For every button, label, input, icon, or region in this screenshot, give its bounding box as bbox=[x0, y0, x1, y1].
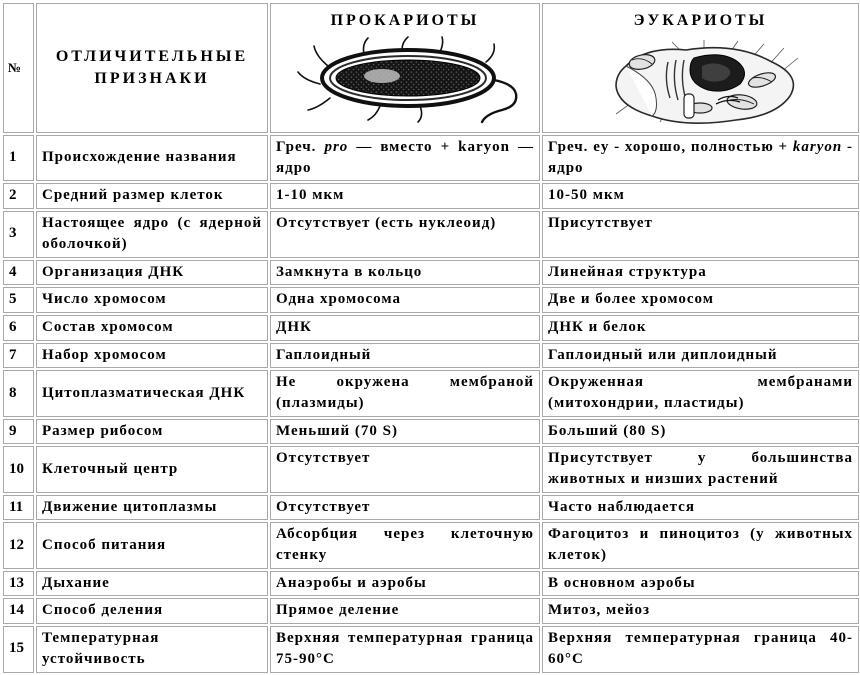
table-row bbox=[3, 315, 859, 341]
feature-cell: Клеточный центр bbox=[36, 446, 268, 492]
column-header-eukaryotes bbox=[542, 3, 859, 133]
table-row bbox=[3, 419, 859, 445]
table-row bbox=[3, 626, 859, 672]
prokaryote-cell: ДНК bbox=[270, 315, 540, 341]
prokaryote-cell: Отсутствует (есть нуклеоид) bbox=[270, 211, 540, 257]
row-number: 5 bbox=[3, 287, 34, 313]
table-row bbox=[3, 446, 859, 492]
eukaryote-cell: 10-50 мкм bbox=[542, 183, 859, 209]
row-number: 4 bbox=[3, 260, 34, 286]
column-header-features: ОТЛИЧИТЕЛЬНЫЕ ПРИЗНАКИ bbox=[36, 3, 268, 133]
feature-cell: Набор хромосом bbox=[36, 343, 268, 369]
prokaryotes-title: ПРОКАРИОТЫ bbox=[330, 12, 480, 29]
row-number: 12 bbox=[3, 522, 34, 568]
table-body bbox=[3, 135, 859, 672]
row-number: 8 bbox=[3, 370, 34, 416]
table-row bbox=[3, 287, 859, 313]
eukaryote-cell: Фагоцитоз и пиноцитоз (у животных клеток) bbox=[542, 522, 859, 568]
eukaryote-cell: Две и более хромосом bbox=[542, 287, 859, 313]
row-number: 1 bbox=[3, 135, 34, 181]
table-row bbox=[3, 598, 859, 624]
eukaryote-cell: В основном аэробы bbox=[542, 571, 859, 597]
eukaryote-cell: Больший (80 S) bbox=[542, 419, 859, 445]
table-row bbox=[3, 183, 859, 209]
prokaryote-cell: Верхняя температурная граница 75-90°С bbox=[270, 626, 540, 672]
row-number: 3 bbox=[3, 211, 34, 257]
prokaryote-cell: Прямое деление bbox=[270, 598, 540, 624]
prokaryote-cell: Меньший (70 S) bbox=[270, 419, 540, 445]
prokaryote-cell: Отсутствует bbox=[270, 495, 540, 521]
feature-cell: Дыхание bbox=[36, 571, 268, 597]
eukaryote-cell: Присутствует bbox=[542, 211, 859, 257]
prokaryote-eukaryote-comparison-table bbox=[1, 1, 860, 675]
prokaryote-cell: Одна хромосома bbox=[270, 287, 540, 313]
eukaryote-cell: Греч. eу - хорошо, полностью + karyon - ядро bbox=[542, 135, 859, 181]
prokaryote-cell: Не окружена мембраной (плазмиды) bbox=[270, 370, 540, 416]
table-row bbox=[3, 135, 859, 181]
row-number: 6 bbox=[3, 315, 34, 341]
eukaryote-cell-image bbox=[547, 36, 854, 128]
feature-cell: Настоящее ядро (с ядерной оболочкой) bbox=[36, 211, 268, 257]
feature-cell: Размер рибосом bbox=[36, 419, 268, 445]
table-row bbox=[3, 495, 859, 521]
row-number: 11 bbox=[3, 495, 34, 521]
table-row bbox=[3, 260, 859, 286]
prokaryote-cell-image bbox=[275, 36, 535, 128]
column-header-prokaryotes bbox=[270, 3, 540, 133]
feature-cell: Организация ДНК bbox=[36, 260, 268, 286]
prokaryote-cell: 1-10 мкм bbox=[270, 183, 540, 209]
feature-cell: Средний размер клеток bbox=[36, 183, 268, 209]
row-number: 13 bbox=[3, 571, 34, 597]
table-row bbox=[3, 343, 859, 369]
feature-cell: Температурная устойчивость bbox=[36, 626, 268, 672]
header-row bbox=[3, 3, 859, 133]
row-number: 10 bbox=[3, 446, 34, 492]
eukaryote-cell: Линейная структура bbox=[542, 260, 859, 286]
feature-cell: Способ деления bbox=[36, 598, 268, 624]
prokaryote-cell: Гаплоидный bbox=[270, 343, 540, 369]
eukaryote-cell: Митоз, мейоз bbox=[542, 598, 859, 624]
prokaryote-cell: Отсутствует bbox=[270, 446, 540, 492]
prokaryote-cell: Абсорбция через клеточную стенку bbox=[270, 522, 540, 568]
table-row bbox=[3, 370, 859, 416]
feature-cell: Способ питания bbox=[36, 522, 268, 568]
feature-cell: Происхождение названия bbox=[36, 135, 268, 181]
table-row bbox=[3, 211, 859, 257]
row-number: 15 bbox=[3, 626, 34, 672]
column-header-number: № bbox=[3, 3, 34, 133]
feature-cell: Движение цитоплазмы bbox=[36, 495, 268, 521]
eukaryote-cell: Гаплоидный или диплоидный bbox=[542, 343, 859, 369]
row-number: 7 bbox=[3, 343, 34, 369]
row-number: 14 bbox=[3, 598, 34, 624]
table-row bbox=[3, 571, 859, 597]
eukaryote-cell: Окруженная мембранами (митохондрии, пластиды) bbox=[542, 370, 859, 416]
row-number: 2 bbox=[3, 183, 34, 209]
prokaryote-cell: Греч. pro — вместо + karyon — ядро bbox=[270, 135, 540, 181]
eukaryote-cell: Присутствует у большинства животных и низших растений bbox=[542, 446, 859, 492]
eukaryote-cell: Часто наблюдается bbox=[542, 495, 859, 521]
prokaryote-cell: Замкнута в кольцо bbox=[270, 260, 540, 286]
feature-cell: Число хромосом bbox=[36, 287, 268, 313]
feature-cell: Цитоплазматическая ДНК bbox=[36, 370, 268, 416]
eukaryote-cell: Верхняя температурная граница 40-60°С bbox=[542, 626, 859, 672]
row-number: 9 bbox=[3, 419, 34, 445]
eukaryote-cell: ДНК и белок bbox=[542, 315, 859, 341]
table-row bbox=[3, 522, 859, 568]
eukaryotes-title: ЭУКАРИОТЫ bbox=[633, 12, 768, 29]
prokaryote-cell: Анаэробы и аэробы bbox=[270, 571, 540, 597]
feature-cell: Состав хромосом bbox=[36, 315, 268, 341]
